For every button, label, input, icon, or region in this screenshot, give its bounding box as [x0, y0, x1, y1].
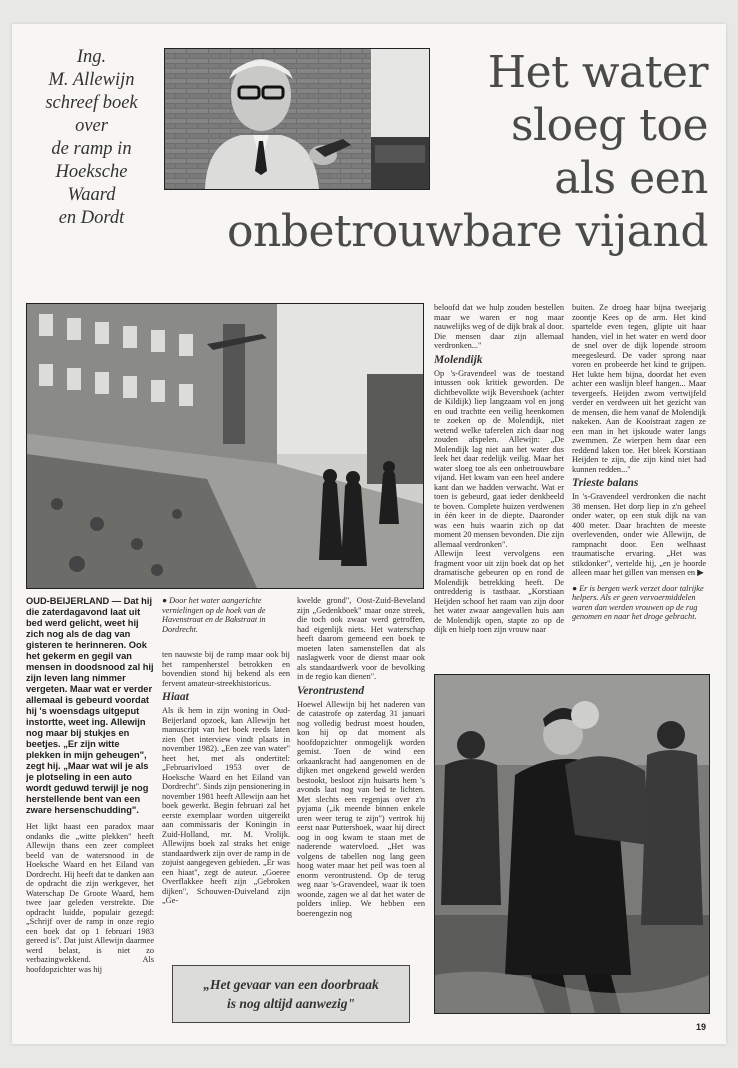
- headline-line: als een: [554, 153, 708, 204]
- subheading: Verontrustend: [297, 684, 365, 697]
- rescue-photo: [434, 674, 710, 1014]
- kicker-line: Ing.: [76, 47, 107, 67]
- photo-caption: ● Er is bergen werk verzet door talrijke helpers. Als er geen vervoermiddelen waren dan werden vrouwen op de rug genomen en naar het droge gebracht.: [572, 583, 704, 621]
- article-column-2: [162, 596, 290, 956]
- article-column-3: [297, 596, 425, 956]
- article-column-5: [572, 303, 706, 663]
- headline-line: onbetrouwbare vijand: [226, 206, 708, 257]
- article-column-4: [434, 303, 564, 658]
- photo-caption: ● Door het water aangerichte vernielingen op de hoek van de Havenstraat en de Bakstraat in Dordrecht.: [162, 596, 266, 634]
- body-paragraph: Hoewel Allewijn bij het naderen van de catastrofe op zaterdag 31 januari nog volledig bedrust moest houden, kon hij op dat moment als hoofdopzichter onmogelijk worden gemist. Toen de wind een orkaankracht had aangenomen en de dijken met ongekend geweld werden bestookt, besloot zijn huisarts hem 's avonds laat nog van bed te lichten. Met slechts een regenjas over z'n pyjama („ik meende binnen enkele uren weer terug te zijn") vertrok hij eerst naar Puttershoek, waar hij direct oog in oog kwam te staan met de naderende watervloed. „Het was volgens de tabellen nog lang geen hoog water maar het peil was toen al enorm verontrustend. Op de terug weg naar 's-Gravendeel, waar ik toen woonde, zagen we al dat het water de polders inliep. We hebben een boerengezin nog: [297, 699, 425, 918]
- kicker-line: M. Allewijn: [48, 70, 135, 90]
- headline: [148, 46, 708, 258]
- body-paragraph: In 's-Gravendeel verdronken die nacht 38 mensen. Het dorp liep in z'n geheel onder water, op een stuk dijk na van 400 meter. Daar brachten de meeste overlevenden, onder wie Allewijn, de rampnacht door. Een welhaast traumatische ervaring. „Het was stikdonker", vertelde hij, „en je hoorde alleen maar het gillen van mensen en ▶: [572, 492, 706, 577]
- body-paragraph: Op 's-Gravendeel was de toestand intussen ook kritiek geworden. De dichtbevolkte wijk Bevershoek (achter de Kildijk) liep langzaam vol en jong en oud trachtte een veilig heenkomen te zoeken op de Molendijk, niet wetend welke taferelen zich daar nog zouden afspelen. Allewijn: „De Molendijk lag niet aan het water dus leek het daar redelijk veilig. Maar het water sloeg toe als een onbetrouwbare vijand. Het kwam van een heel andere kant dan we hadden verwacht. Wat er toen is gebeurd, gaat ieder denkbeeld te boven. Complete huizen verdwenen in één keer in de diepte. Daaronder was een huis waarin zich op dat moment 20 mensen bevonden. Die zijn allemaal verdronken".: [434, 368, 564, 549]
- kicker-line: Waard: [67, 185, 116, 205]
- kicker-text: [34, 46, 149, 230]
- page-number: 19: [695, 1022, 706, 1032]
- body-paragraph: ten nauwste bij de ramp maar ook bij het rampenherstel betrokken en bovendien stond hij bekend als een fervent amateur-streekhistoricus.: [162, 650, 290, 688]
- body-paragraph: Het lijkt haast een paradox maar ondanks die „witte plekken" heeft Allewijn thans een zeer compleet beeld van de watersnood in de Hoeksche Waard en het Eiland van Dordrecht. Hij heeft dat te danken aan de opdracht die zijn werkgever, het Waterschap De Groote Waard, hem twee jaar geleden verstrekte. Die opdracht luidde, populair gezegd: „Schrijf over de ramp in onze regio een boek dat op 1 februari 1983 gereed is". Dat juist Allewijn daarmee werd belast, is niet zo verbazingwekkend. Als hoofdopzichter was hij: [26, 822, 154, 974]
- body-paragraph: kwelde grond", Oost-Zuid-Beveland zijn „Gedenkboek" maar onze streek, die toch ook zwaar werd getroffen, had eigenlijk niets. Het waterschap heeft daarom gemeend een boek te moeten laten samenstellen dat als naslagwerk voor de dienst maar ook als standaardwerk voor de bevolking in de regio kan dienen".: [297, 596, 425, 681]
- headline-line: Het water: [487, 47, 708, 98]
- body-paragraph: Allewijn leest vervolgens een fragment voor uit zijn boek dat op het dramatische gebeuren op en rond de Molendijk betrekking heeft. De ontredderig is tastbaar. „Korstiaan Heijden schoof het raam van zijn door het water zwaar aangevallen huis aan de Molendijk open, stapte zo op de dijk en hielp toen zijn vrouw naar: [434, 549, 564, 634]
- kicker-line: schreef boek: [45, 93, 138, 113]
- article-column-1: [26, 596, 154, 1026]
- body-paragraph: Als ik hem in zijn woning in Oud-Beijerland opzoek, kan Allewijn het manuscript van het boek reeds laten zien (het interview vindt plaats in november 1982). „Een zee van water" heet het, met als ondertitel: „Februarivloed 1953 over de Hoeksche Waard en het Eiland van Dordrecht". Sinds zijn pensionering in november 1981 heeft Allewijn aan het boek gewerkt. Begin februari zal het eerste exemplaar worden uitgereikt aan commissaris der Koningin in Zuid-Holland, mr. M. Vrolijk. Allewijns boek zal straks het enige standaardwerk zijn over de ramp in de zojuist aangegeven gebieden. „Er was een hiaat", zegt de auteur. „Goeree Overflakkee heeft zijn „Gebroken dijken", Schouwen-Duiveland zijn „Ge-: [162, 706, 290, 905]
- subheading: Molendijk: [434, 353, 483, 366]
- lead-paragraph: OUD-BEIJERLAND — Dat hij die zaterdagavond laat uit bed werd gelicht, weet hij zich nog als de dag van gisteren te herinneren. Ook het gekerm en gegil van mensen in doodsnood zal hij zijn leven lang nimmer vergeten. Maar wat er verder allemaal is gebeurd voordat hij 's woensdags uitgeput instortte, weet ing. Allewijn nog maar bij stukjes en beetjes. „Er zijn witte plekken in mijn geheugen", zegt hij. „Maar wat wil je als je plotseling in een auto wordt geduwd terwijl je nog herstellende bent van een zware hersenschudding".: [26, 596, 154, 815]
- body-paragraph: buiten. Ze droeg haar bijna tweejarig zoontje Kees op de arm. Het kind spartelde even tegen, glipte uit haar handen, viel in het water en werd door de snel over de dijk lopende stroom meegesleurd. De vader sprong naar voren en probeerde het kind te grijpen. Het lukte hem bijna, doordat het even achter een waslijn bleef hangen... Maar tevergeefs. Heijden zwom vertwijfeld verder en verdween uit het gezicht van de mensen, die hem vanaf de Molendijk nakeken. Aan de Kooistraat zagen ze een man in het ijskoude water langs zwemmen. Ze wierpen hem daar een reddend laken toe. Het bleek Korstiaan Heijden te zijn, die zijn kind niet had kunnen redden...": [572, 303, 706, 474]
- magazine-page: [12, 24, 726, 1044]
- pull-quote: [172, 965, 410, 1023]
- subheading: Hiaat: [162, 691, 189, 703]
- pull-quote-line: is nog altijd aanwezig": [227, 996, 355, 1011]
- body-paragraph: beloofd dat we hulp zouden bestellen maar we waren er nog maar nauwelijks weg of de dijk brak al door. Die mensen daar zijn allemaal verdronken...": [434, 303, 564, 350]
- headline-line: sloeg toe: [510, 100, 708, 151]
- kicker-line: over: [75, 116, 108, 136]
- kicker-line: en Dordt: [58, 208, 125, 228]
- kicker-line: Hoeksche: [55, 162, 128, 182]
- subheading: Trieste balans: [572, 477, 639, 489]
- kicker-line: de ramp in: [51, 139, 132, 159]
- pull-quote-line: „Het gevaar van een doorbraak: [203, 977, 379, 992]
- flooded-street-photo: [26, 303, 424, 589]
